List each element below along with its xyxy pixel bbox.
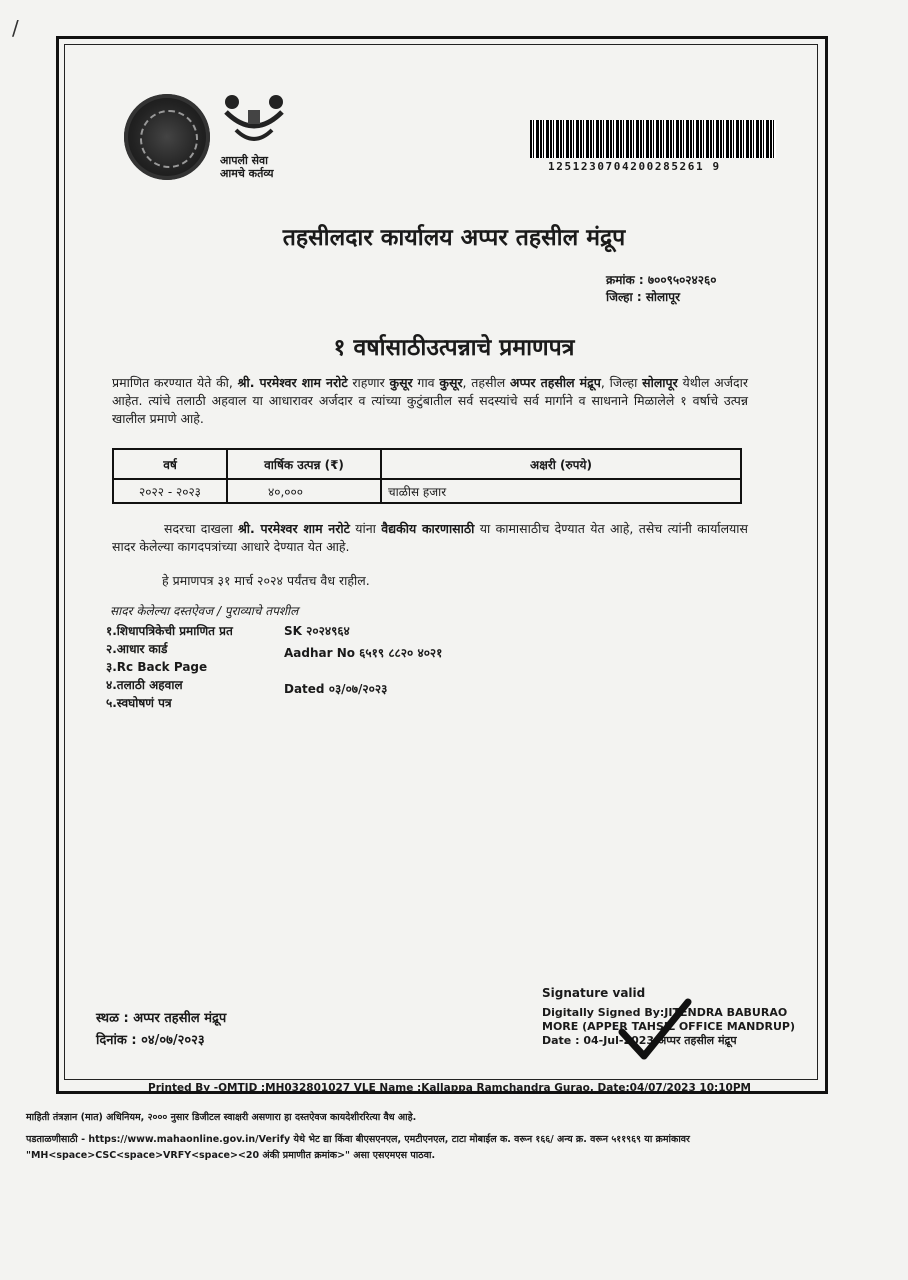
scan-mark: / xyxy=(12,16,19,40)
column-header: वार्षिक उत्पन्न (₹) xyxy=(227,449,381,479)
place-date-block xyxy=(96,1008,226,1052)
purpose-text: या कामासाठीच देण्यात येत आहे, तसेच त्यांनी कार्यालयास सादर केलेल्या कागदपत्रांच्या आधारे देण्यात येत आहे. xyxy=(112,521,748,554)
document-label: २.आधार कार्ड xyxy=(106,642,168,656)
logo-text-line2: आमचे कर्तव्य xyxy=(220,167,274,180)
document-label: ५.स्वघोषणं पत्र xyxy=(106,696,172,710)
purpose-reason: वैद्यकीय कारणासाठी xyxy=(381,521,475,536)
intro-text: गाव xyxy=(412,375,440,390)
barcode-number: 1251230704200285261 9 xyxy=(548,160,721,173)
table-cell: चाळीस हजार xyxy=(381,479,741,503)
applicant-name: श्री. परमेश्वर शाम नरोटे xyxy=(237,521,350,536)
document-detail: Dated ०३/०७/२०२३ xyxy=(284,682,388,696)
intro-text: राहणार xyxy=(347,375,390,390)
document-label: १.शिधापत्रिकेची प्रमाणित प्रत xyxy=(106,624,233,638)
intro-text: येथील अर्जदार आहेत. त्यांचे तलाठी अहवाल या आधारावर अर्जदार व त्यांच्या कुटुंबातील सर्व सदस्यांचे सर्व मार्गाने व साधनाने मिळालेले १ वर्षाचे उत्पन्न खालील प्रमाणे आहे. xyxy=(112,375,748,426)
office-title: तहसीलदार कार्यालय अप्पर तहसील मंद्रूप xyxy=(282,225,626,251)
tehsil-name: अप्पर तहसील मंद्रूप xyxy=(509,375,601,390)
intro-text: , तहसील xyxy=(462,375,510,390)
certificate-inner-border xyxy=(64,44,818,1080)
income-table xyxy=(112,448,742,504)
table-cell: ४०,००० xyxy=(227,479,381,503)
logo-tagline xyxy=(220,154,274,180)
village-name: कुसूर xyxy=(389,375,413,390)
printed-by: Printed By -OMTID :MH032801027 VLE Name :Kallappa Ramchandra Gurao, Date:04/07/2023 10:10PM xyxy=(148,1082,751,1094)
purpose-text: सदरचा दाखला xyxy=(164,521,238,536)
signature-line: MORE (APPER TAHSIL OFFICE MANDRUP) xyxy=(542,1020,795,1033)
signature-line: Digitally Signed By:JITENDRA BABURAO xyxy=(542,1006,788,1019)
district-name: सोलापूर xyxy=(642,375,678,390)
footer-line: "MH<space>CSC<space>VRFY<space><20 अंकी प्रमाणीत क्रमांक>" असा एसएमएस पाठवा. xyxy=(26,1150,436,1161)
reference-block xyxy=(606,272,717,306)
intro-text: , जिल्हा xyxy=(600,375,643,390)
table-row xyxy=(113,479,741,503)
document-detail: Aadhar No ६५१९ ८८२० ४०२१ xyxy=(284,646,443,660)
certificate-title: १ वर्षासाठीउत्पन्नाचे प्रमाणपत्र xyxy=(333,335,575,361)
signature-line: Date : 04-Jul-2023 अप्पर तहसील मंद्रूप xyxy=(542,1034,737,1047)
date: दिनांक : ०४/०७/२०२३ xyxy=(96,1033,205,1048)
applicant-name: श्री. परमेश्वर शाम नरोटे xyxy=(237,375,348,390)
government-seal-icon xyxy=(124,94,210,180)
intro-text: प्रमाणित करण्यात येते की, xyxy=(112,375,238,390)
purpose-text: यांना xyxy=(349,521,382,536)
village-name: कुसूर xyxy=(439,375,463,390)
intro-paragraph xyxy=(112,374,748,428)
column-header: वर्ष xyxy=(113,449,227,479)
footer-line: पडताळणीसाठी - https://www.mahaonline.gov.in/Verify येथे भेट द्या किंवा बीएसएनएल, एमटीएनएल, टाटा मोबाईल क. वरून १६६/ अन्य क्र. वरून ५११९६९ या क्रमांकावर xyxy=(26,1134,690,1145)
logo-text-line1: आपली सेवा xyxy=(220,154,269,167)
barcode-icon xyxy=(530,120,776,158)
document-label: ४.तलाठी अहवाल xyxy=(106,678,183,692)
aapli-seva-logo-icon xyxy=(218,90,290,150)
column-header: अक्षरी (रुपये) xyxy=(381,449,741,479)
validity-text: हे प्रमाणपत्र ३१ मार्च २०२४ पर्यंतच वैध राहील. xyxy=(162,573,370,588)
footer-line: माहिती तंत्रज्ञान (मात) अधिनियम, २००० नुसार डिजीटल स्वाक्षरी असणारा हा दस्तऐवज कायदेशीररित्या वैध आहे. xyxy=(26,1112,417,1123)
documents-heading: सादर केलेल्या दस्तऐवज / पुराव्याचे तपशील xyxy=(110,604,299,618)
place: स्थळ : अप्पर तहसील मंद्रूप xyxy=(96,1011,227,1026)
document-label: ३.Rc Back Page xyxy=(106,660,208,674)
table-cell: २०२२ - २०२३ xyxy=(113,479,227,503)
document-detail: SK २०२४९६४ xyxy=(284,624,350,638)
table-header-row xyxy=(113,449,741,479)
purpose-paragraph xyxy=(112,520,748,556)
district: जिल्हा : सोलापूर xyxy=(606,290,681,304)
signature-valid-label: Signature valid xyxy=(542,986,646,1000)
reference-number: क्रमांक : ७००९५०२४२६० xyxy=(606,273,717,287)
checkmark-icon xyxy=(618,998,692,1062)
